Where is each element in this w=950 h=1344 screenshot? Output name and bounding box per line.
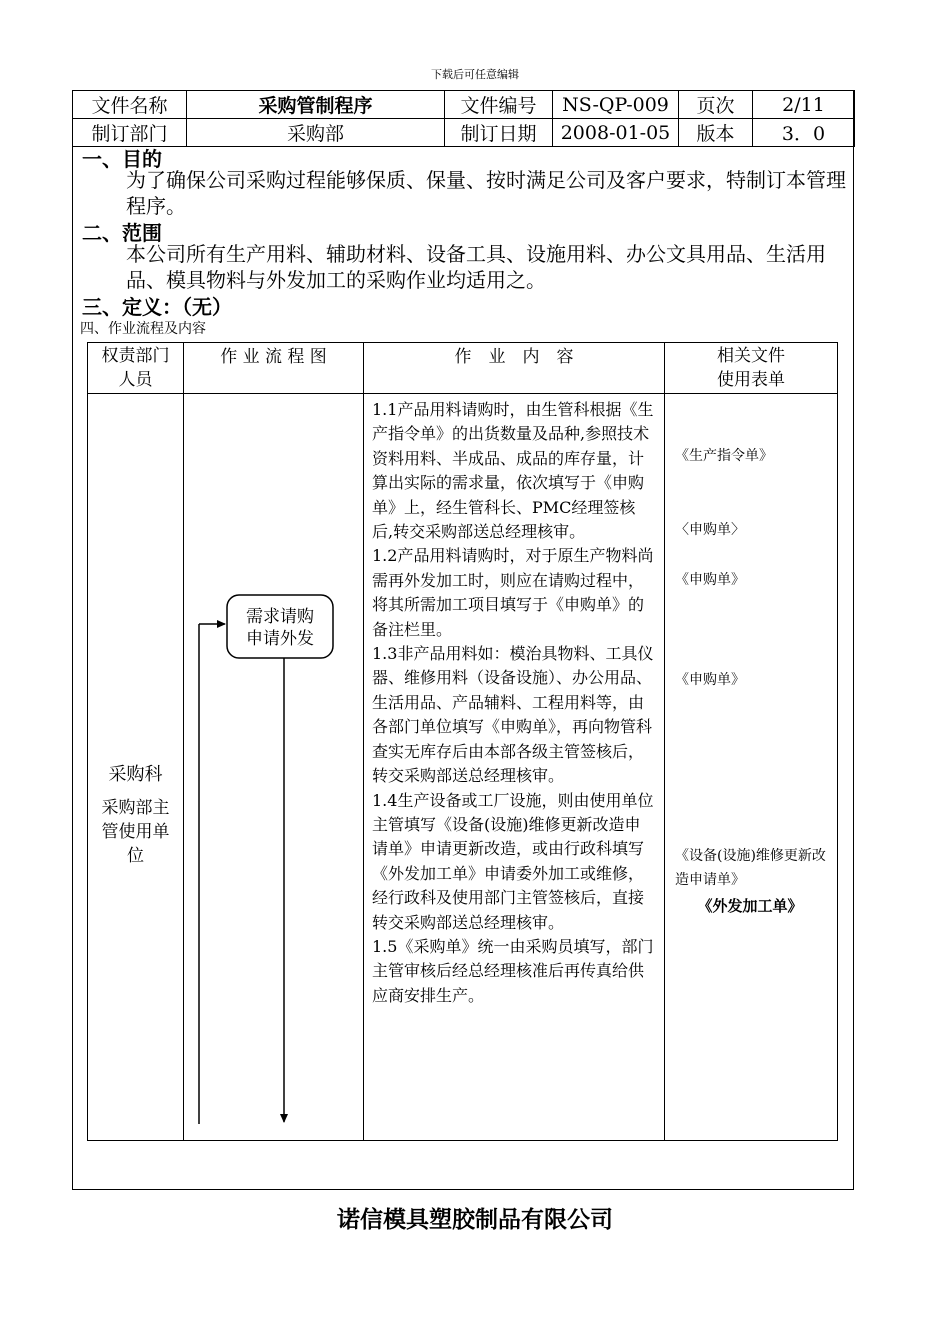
purpose-text: 为了确保公司采购过程能够保质、保量、按时满足公司及客户要求，特制订本管理程序。 — [126, 168, 846, 218]
content-item-3: 1.3非产品用料如：模治具物料、工具仪器、维修用料（设备设施）、办公用品、生活用品、产品辅料、工程用料等，由各部门单位填写《申购单》，再向物管科查实无库存后由本部各级主管签核后，转交采购部送总经理核审。 — [372, 644, 654, 786]
doc-name-value: 采购管制程序 — [187, 91, 445, 119]
purpose-title: 一、目的 — [82, 147, 162, 171]
flow-cell — [184, 394, 364, 1141]
doc-no-label: 文件编号 — [445, 91, 553, 119]
content-item-2: 1.2产品用料请购时，对于原生产物料尚需再外发加工时，则应在请购过程中，将其所需加工项目填写于《申购单》的备注栏里。 — [372, 546, 654, 639]
version-label: 版本 — [679, 119, 753, 147]
doc-name-label: 文件名称 — [73, 91, 187, 119]
page-label: 页次 — [679, 91, 753, 119]
content-cell — [364, 394, 665, 1141]
scope-text: 本公司所有生产用料、辅助材料、设备工具、设施用料、办公文具用品、生活用品、模具物料与外发加工的采购作业均适用之。 — [126, 242, 826, 292]
col-forms-header: 相关文件使用表单 — [665, 343, 838, 394]
flow-box-label: 需求请购申请外发 — [246, 607, 314, 649]
page-value: 2/11 — [753, 91, 855, 119]
form-ref-5: 《设备(设施)维修更新改造申请单》 — [675, 848, 826, 888]
doc-no-value: NS-QP-009 — [553, 91, 679, 119]
workflow-table — [87, 342, 838, 1141]
col-dept-header: 权责部门人员 — [88, 343, 184, 394]
form-ref-4: 《申购单》 — [675, 672, 745, 688]
definition-title: 三、定义：（无） — [82, 295, 232, 319]
scope-title: 二、范围 — [82, 221, 162, 245]
date-value: 2008-01-05 — [553, 119, 679, 147]
form-ref-1: 《生产指令单》 — [675, 448, 773, 464]
forms-cell — [665, 394, 838, 1141]
dept-cell — [88, 394, 184, 1141]
workflow-title: 四、作业流程及内容 — [80, 321, 206, 337]
content-item-1: 1.1产品用料请购时，由生管科根据《生产指令单》的出货数量及品种,参照技术资料用料、半成品、成品的库存量，计算出实际的需求量，依次填写于《申购单》上，经生管科长、PMC经理签核后,转交采购部送总经理核审。 — [372, 400, 654, 542]
dept-sub: 采购部主管使用单位 — [101, 798, 170, 866]
col-content-header: 作 业 内 容 — [364, 343, 665, 394]
form-ref-2: 〈申购单〉 — [675, 522, 745, 538]
company-name: 诺信模具塑胶制品有限公司 — [337, 1207, 613, 1233]
date-label: 制订日期 — [445, 119, 553, 147]
flowchart — [184, 394, 364, 1140]
form-ref-3: 《申购单》 — [675, 572, 745, 588]
document-header-table — [72, 90, 855, 147]
top-note: 下载后可任意编辑 — [431, 68, 519, 81]
form-ref-6: 《外发加工单》 — [697, 897, 803, 915]
content-item-4: 1.4生产设备或工厂设施，则由使用单位主管填写《设备(设施)维修更新改造申请单》申请更新改造，或由行政科填写《外发加工单》申请委外加工或维修，经行政科及使用部门主管签核后，直接转交采购部送总经理核审。 — [372, 790, 654, 932]
content-item-5: 1.5《采购单》统一由采购员填写，部门主管审核后经总经理核准后再传真给供应商安排生产。 — [372, 936, 654, 1005]
version-value: 3．0 — [753, 119, 855, 147]
col-flow-header: 作 业 流 程 图 — [184, 343, 364, 394]
dept-main: 采购科 — [108, 764, 163, 785]
dept-label: 制订部门 — [73, 119, 187, 147]
dept-value: 采购部 — [187, 119, 445, 147]
